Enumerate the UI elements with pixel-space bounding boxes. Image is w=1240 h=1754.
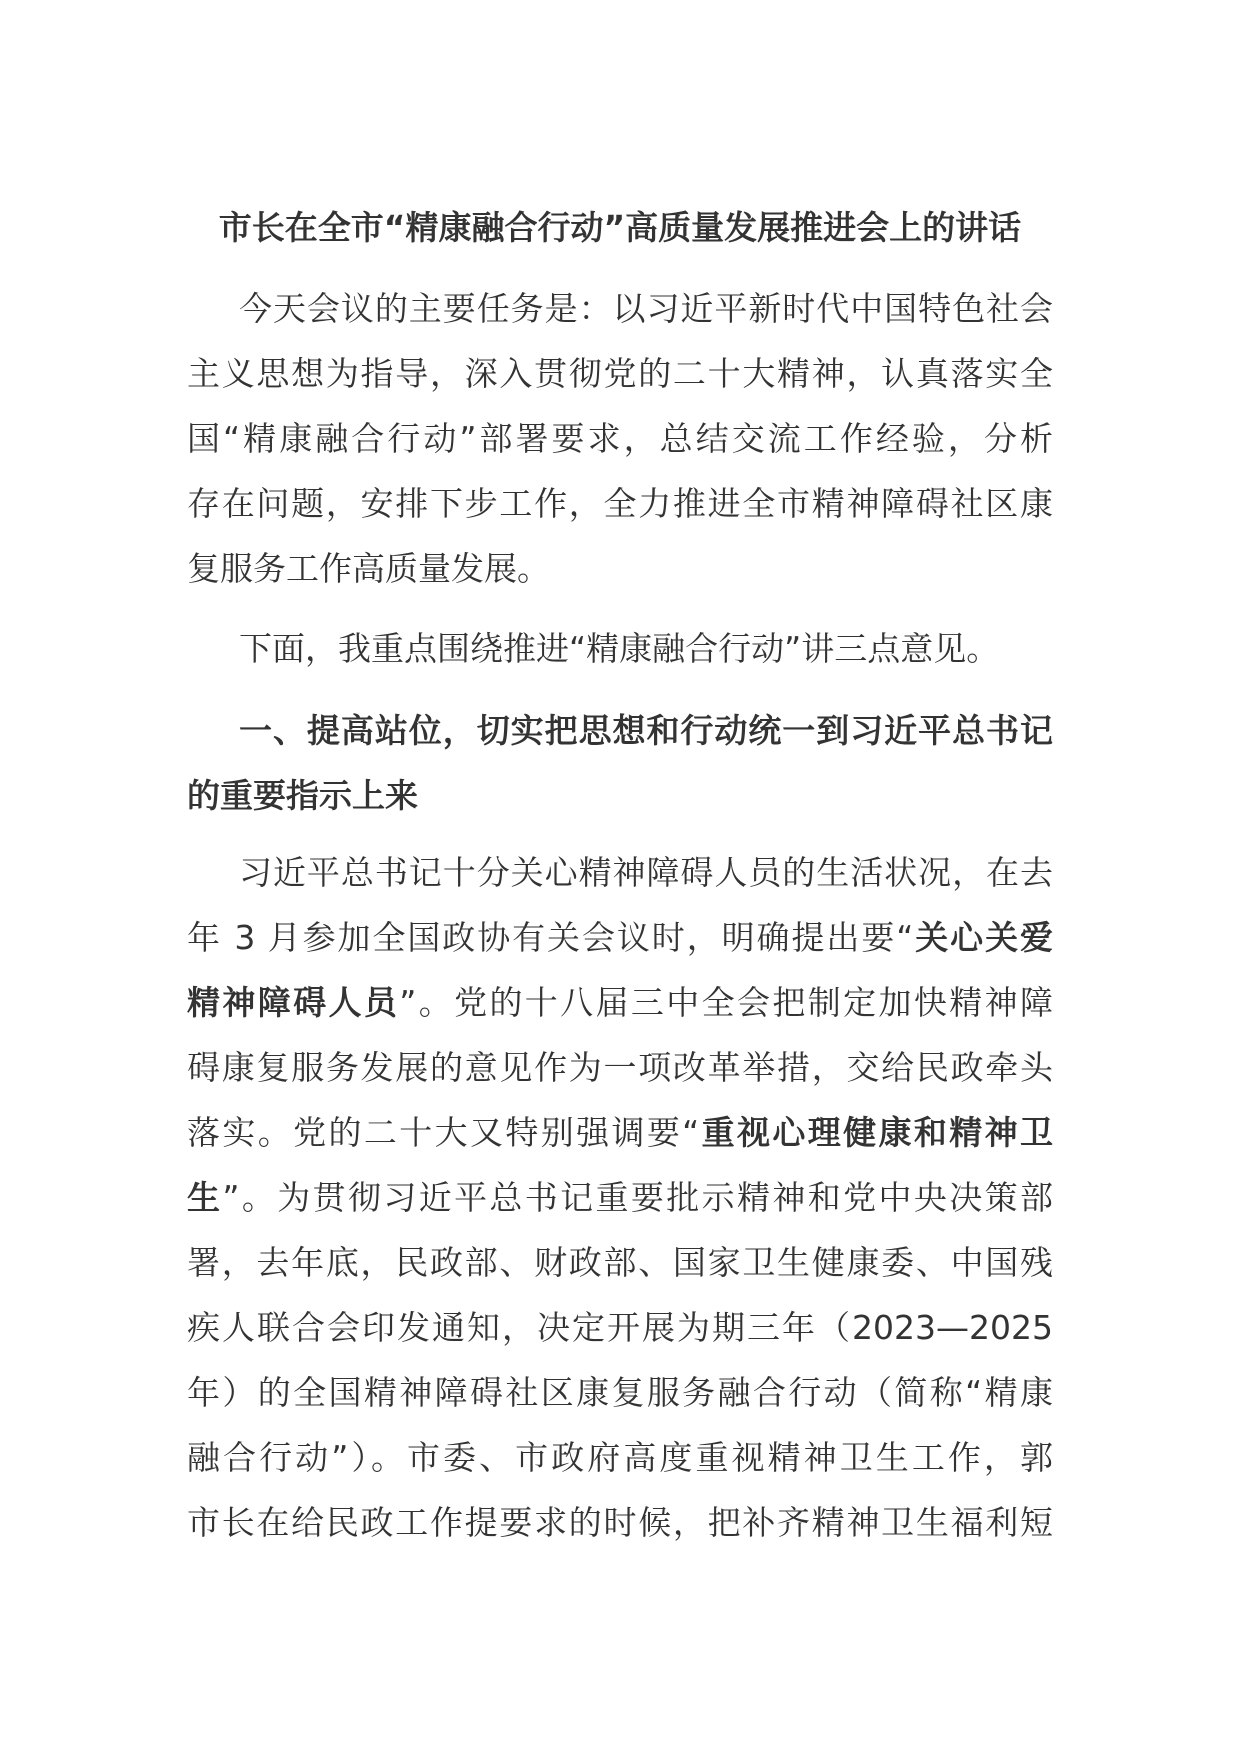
paragraph-line: 主义思想为指导，深入贯彻党的二十大精神，认真落实全 [187,354,1053,393]
paragraph-section-1 [187,840,1053,1555]
paragraph-line [187,1100,1053,1165]
section-heading-1 [187,698,1053,828]
paragraph-line: 今天会议的主要任务是：以习近平新时代中国特色社会 [239,289,1053,328]
paragraph-line: 市长在给民政工作提要求的时候，把补齐精神卫生福利短 [187,1503,1053,1542]
paragraph-intro [187,276,1053,601]
paragraph-line: 国“精康融合行动”部署要求，总结交流工作经验，分析 [187,419,1053,458]
bold-quote: 重视心理健康和精神卫 [699,1113,1054,1152]
paragraph-line: 习近平总书记十分关心精神障碍人员的生活状况，在去 [239,853,1053,892]
text-run: 年 3 月参加全国政协有关会议时，明确提出要“ [187,918,914,957]
bold-quote: 生 [187,1178,223,1217]
paragraph-line: 疾人联合会印发通知，决定开展为期三年（2023—2025 [187,1308,1053,1347]
document-title: 市长在全市“精康融合行动”高质量发展推进会上的讲话 [218,208,1022,247]
paragraph-line [187,970,1053,1035]
text-run: ”。党的十八届三中全会把制定加快精神障 [399,983,1053,1022]
paragraph-line [187,1165,1053,1230]
heading-line: 一、提高站位，切实把思想和行动统一到习近平总书记 [239,711,1053,750]
bold-quote: 关心关爱 [913,918,1053,957]
text-run: 落实。党的二十大又特别强调要“ [187,1113,700,1152]
paragraph-line: 下面，我重点围绕推进“精康融合行动”讲三点意见。 [239,629,1000,668]
paragraph-line: 复服务工作高质量发展。 [187,549,550,588]
bold-quote: 精神障碍人员 [187,983,400,1022]
paragraph-line: 融合行动”）。市委、市政府高度重视精神卫生工作，郭 [187,1438,1053,1477]
text-run: ”。为贯彻习近平总书记重要批示精神和党中央决策部 [222,1178,1053,1217]
paragraph-line: 存在问题，安排下步工作，全力推进全市精神障碍社区康 [187,484,1053,523]
paragraph-line: 碍康复服务发展的意见作为一项改革举措，交给民政牵头 [187,1048,1053,1087]
paragraph-line [187,905,1053,970]
paragraph-outline [187,616,1053,681]
paragraph-line: 署，去年底，民政部、财政部、国家卫生健康委、中国残 [187,1243,1053,1282]
paragraph-line: 年）的全国精神障碍社区康复服务融合行动（简称“精康 [187,1373,1053,1412]
heading-line: 的重要指示上来 [187,776,418,815]
